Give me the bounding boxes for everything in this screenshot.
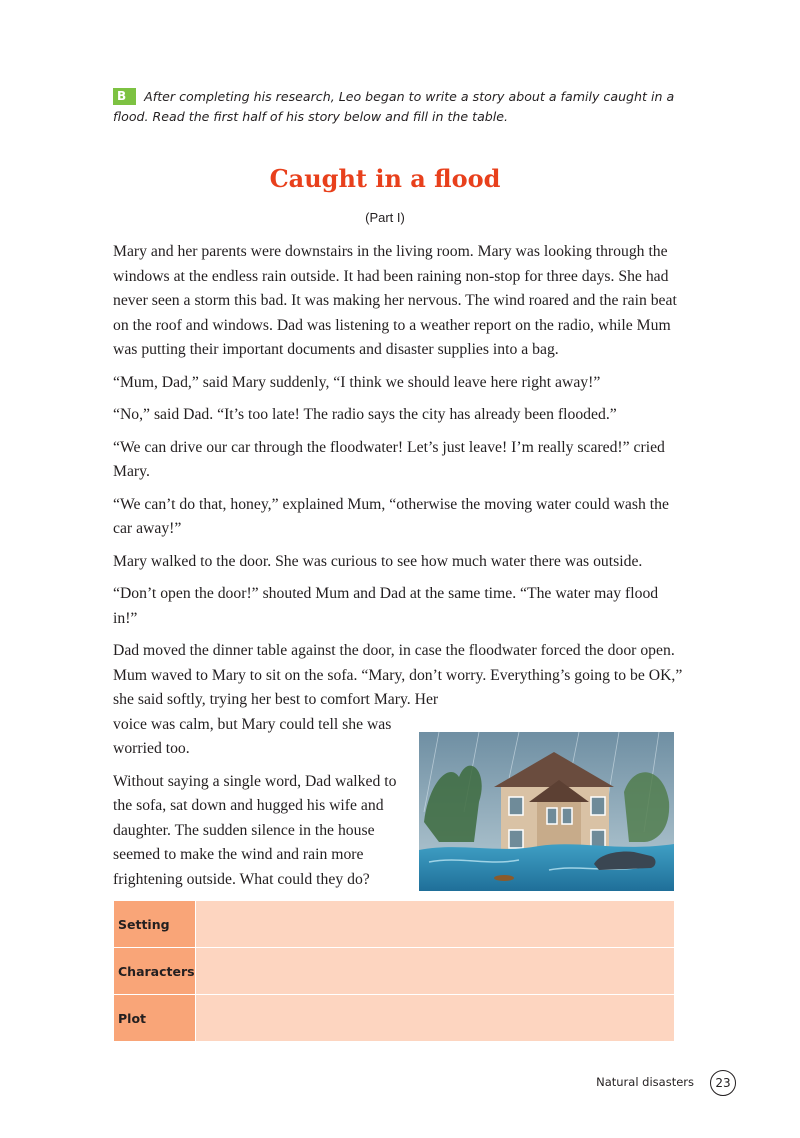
story-paragraph-6: Mary walked to the door. She was curious to see how much water there was outside.	[113, 552, 643, 570]
story-elements-table	[113, 900, 675, 1042]
story-part-label: (Part I)	[365, 210, 405, 225]
story-title: Caught in a flood	[269, 164, 501, 193]
story-paragraph-7: “Don’t open the door!” shouted Mum and Dad at the same time. “The water may flood in!”	[113, 585, 659, 627]
instruction-text: After completing his research, Leo began to write a story about a family caught in a flood. Read the first half of his story below and fill in the table.	[113, 89, 675, 124]
story-paragraph-3: “No,” said Dad. “It’s too late! The radio says the city has already been flooded.”	[113, 406, 617, 423]
plot-label: Plot	[114, 995, 196, 1042]
story-paragraph-5: “We can’t do that, honey,” explained Mum, “otherwise the moving water could wash the car away!”	[113, 495, 669, 537]
story-paragraph-9: Without saying a single word, Dad walked to the sofa, sat down and hugged his wife and daughter. The sudden silence in the house seemed to make the wind and rain more frightening outside. What could they do?	[113, 772, 397, 888]
story-paragraph-8-part-b: voice was calm, but Mary could tell she was worried too.	[113, 715, 392, 757]
table-row	[114, 995, 675, 1042]
story-paragraph-2: “Mum, Dad,” said Mary suddenly, “I think we should leave here right away!”	[113, 373, 601, 391]
section-name: Natural disasters	[596, 1075, 694, 1089]
flooded-house-illustration	[419, 732, 674, 891]
table-row	[114, 948, 675, 995]
activity-instruction	[113, 87, 693, 127]
characters-answer-cell[interactable]	[195, 948, 674, 995]
setting-label: Setting	[114, 901, 196, 948]
setting-answer-cell[interactable]	[195, 901, 674, 948]
table-row	[114, 901, 675, 948]
plot-answer-cell[interactable]	[195, 995, 674, 1042]
page-number: 23	[710, 1070, 736, 1096]
story-paragraph-8-part-a: Dad moved the dinner table against the door, in case the floodwater forced the door open. Mum waved to Mary to sit on the sofa. “Mary, don’t worry. Everything’s going to be OK,” she said softly, trying her best to comfort Mary. Her	[113, 642, 683, 708]
story-paragraph-1: Mary and her parents were downstairs in the living room. Mary was looking through the windows at the endless rain outside. It had been raining non-stop for three days. She had never seen a storm this bad. It was making her nervous. The wind roared and the rain beat on the roof and windows. Dad was listening to a weather report on the radio, while Mum was putting their important documents and disaster supplies into a bag.	[113, 243, 677, 358]
characters-label: Characters	[114, 948, 196, 995]
story-paragraph-4: “We can drive our car through the floodwater! Let’s just leave! I’m really scared!” cried Mary.	[113, 438, 665, 480]
activity-badge: B	[113, 88, 136, 105]
